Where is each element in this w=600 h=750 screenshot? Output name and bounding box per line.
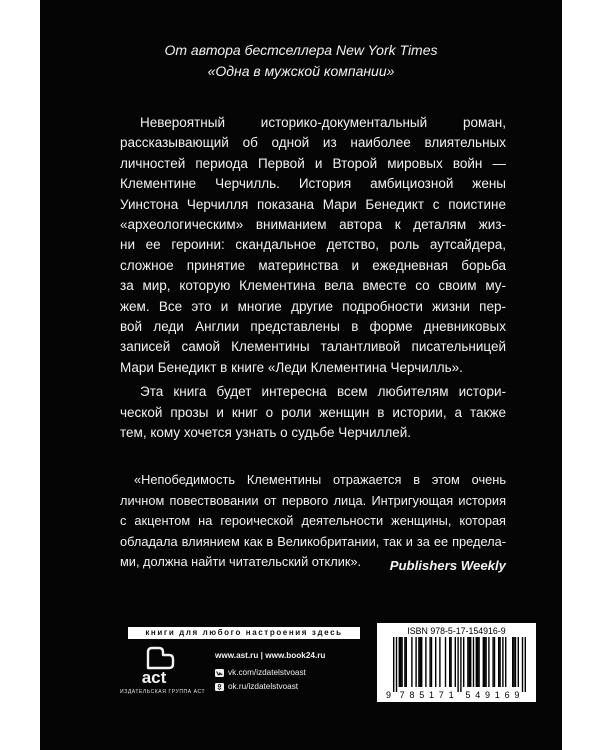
description-line: записей самой Клементины талантливой писательницей <box>120 339 506 355</box>
barcode-bar <box>415 637 416 687</box>
barcode-digit: 9 <box>514 690 520 699</box>
description-line: жем. Все это и многие другие подробности жизни пер- <box>120 298 506 314</box>
barcode-bar <box>445 637 446 687</box>
barcode-bar <box>439 637 440 687</box>
barcode-bar <box>483 637 484 687</box>
description-line: вой леди Англии представлены в форме дневниковых <box>120 319 506 335</box>
tagline-line-1: От автора бестселлера New York Times <box>164 42 438 58</box>
barcode-bar <box>498 637 499 687</box>
barcode-digit: 1 <box>448 690 454 699</box>
barcode-bar <box>478 637 479 687</box>
barcode-bar <box>396 637 397 692</box>
barcode-bar <box>494 637 495 687</box>
barcode-bar <box>525 637 526 692</box>
barcode-bar <box>469 637 470 687</box>
barcode-bar <box>401 637 402 687</box>
quote-source: Publishers Weekly <box>389 558 506 573</box>
barcode-bar <box>499 637 500 687</box>
barcode-digit: 6 <box>504 690 510 699</box>
barcode-bar <box>450 637 451 687</box>
barcode-bar <box>429 637 430 687</box>
barcode-bar <box>457 637 458 692</box>
ok-link-text: ok.ru/izdatelstvoast <box>228 682 299 691</box>
barcode-bar <box>492 637 493 687</box>
barcode-bar <box>418 637 419 687</box>
barcode-bar <box>421 637 422 687</box>
barcode-bar <box>476 637 477 687</box>
ast-logo-icon <box>128 646 182 686</box>
barcode-digit: 1 <box>494 690 500 699</box>
barcode-bar <box>400 637 401 687</box>
ok-icon <box>215 683 224 691</box>
quote-line: обладала влиянием как в Великобритании, так и за ее предела- <box>120 533 506 549</box>
barcode-bar <box>425 637 426 687</box>
description-line: рассказывающий об одной из наиболее влиятельных <box>120 135 506 151</box>
description-paragraph-2 <box>120 382 506 443</box>
barcode-digit: 7 <box>438 690 444 699</box>
barcode-bar <box>435 637 436 687</box>
barcode <box>383 637 530 699</box>
slogan-banner: книги для любого настроения здесь <box>128 627 360 639</box>
description-line: Мари Бенедикт в книге «Леди Клементина Черчилль». <box>120 359 463 375</box>
barcode-bar <box>518 637 519 687</box>
vk-link-text: vk.com/izdatelstvoast <box>228 668 306 677</box>
book-description <box>120 113 506 444</box>
description-line: за мир, которую Клементина вела вместе со своим му- <box>120 278 506 294</box>
barcode-digit: 1 <box>428 690 435 699</box>
description-line: ни ее героини: скандальное детство, роль аутсайдера, <box>120 237 506 253</box>
description-line: Уинстона Черчилля показана Мари Бенедикт с поистине <box>120 196 506 212</box>
barcode-bar <box>484 637 485 687</box>
barcode-bar <box>488 637 489 687</box>
barcode-bar <box>515 637 516 687</box>
logo-wordmark: act <box>141 668 167 686</box>
quote-line: с акцентом на героической деятельности женщины, которая <box>120 513 506 529</box>
barcode-digit: 9 <box>385 690 391 699</box>
description-paragraph-1 <box>120 113 506 378</box>
publisher-caption: ИЗДАТЕЛЬСКАЯ ГРУППА АСТ <box>120 689 206 695</box>
barcode-digit: 5 <box>465 690 471 699</box>
barcode-digit: 4 <box>475 690 481 699</box>
barcode-bar <box>502 637 503 687</box>
ok-link[interactable] <box>215 680 325 694</box>
vk-link[interactable] <box>215 666 325 680</box>
barcode-bar <box>512 637 513 687</box>
book-back-cover <box>40 0 562 750</box>
description-line: Клементине Черчилль. История амбициозной жены <box>120 176 506 192</box>
barcode-panel <box>377 623 536 702</box>
barcode-bar <box>467 637 468 687</box>
quote-line: личном повествовании от первого лица. Интригующая история <box>120 492 506 508</box>
barcode-bar <box>411 637 412 687</box>
description-line: Эта книга будет интересна всем любителям истори- <box>140 384 506 400</box>
barcode-bar <box>406 637 407 687</box>
website-link[interactable]: www.ast.ru | www.book24.ru <box>215 651 326 660</box>
barcode-bar <box>420 637 421 687</box>
description-line: сложное принятие материнства и ежедневная борьба <box>120 257 506 273</box>
barcode-bar <box>485 637 486 687</box>
barcode-bar <box>473 637 474 687</box>
barcode-digit: 5 <box>419 690 425 699</box>
barcode-bar <box>404 637 405 687</box>
description-line: тем, кому хочется узнать о судьбе Черчиллей. <box>120 425 412 441</box>
barcode-digit: 9 <box>484 690 491 699</box>
description-line: «археологическим» вниманием автора к деталям жиз- <box>120 217 506 233</box>
barcode-bar <box>431 637 432 687</box>
barcode-digit: 7 <box>399 690 405 699</box>
description-line: ческой прозы и книг о роли женщин в истории, а также <box>120 404 506 420</box>
tagline <box>40 40 562 82</box>
description-line: Невероятный историко-документальный роман, <box>140 115 506 130</box>
quote-line: «Непобедимость Клементины отражается в этом очень <box>134 472 506 487</box>
barcode-bar <box>455 637 456 687</box>
barcode-bar <box>399 637 400 687</box>
barcode-bar <box>477 637 478 687</box>
barcode-bar <box>463 637 464 687</box>
barcode-bar <box>449 637 450 687</box>
quote-line: ми, должна найти читательский отклик». <box>120 554 362 570</box>
vk-icon <box>215 669 224 677</box>
tagline-line-2: «Одна в мужской компании» <box>207 63 395 79</box>
barcode-bar <box>522 637 523 692</box>
publisher-links <box>215 649 325 694</box>
barcode-bar <box>505 637 506 687</box>
barcode-bar <box>393 637 394 692</box>
isbn: ISBN 978-5-17-154916-9 <box>407 626 506 636</box>
barcode-bar <box>513 637 514 687</box>
barcode-digit: 8 <box>409 690 415 699</box>
description-line: личностей периода Первой и Второй мировых войн — <box>120 155 506 171</box>
barcode-bar <box>460 637 461 692</box>
barcode-bar <box>470 637 471 687</box>
